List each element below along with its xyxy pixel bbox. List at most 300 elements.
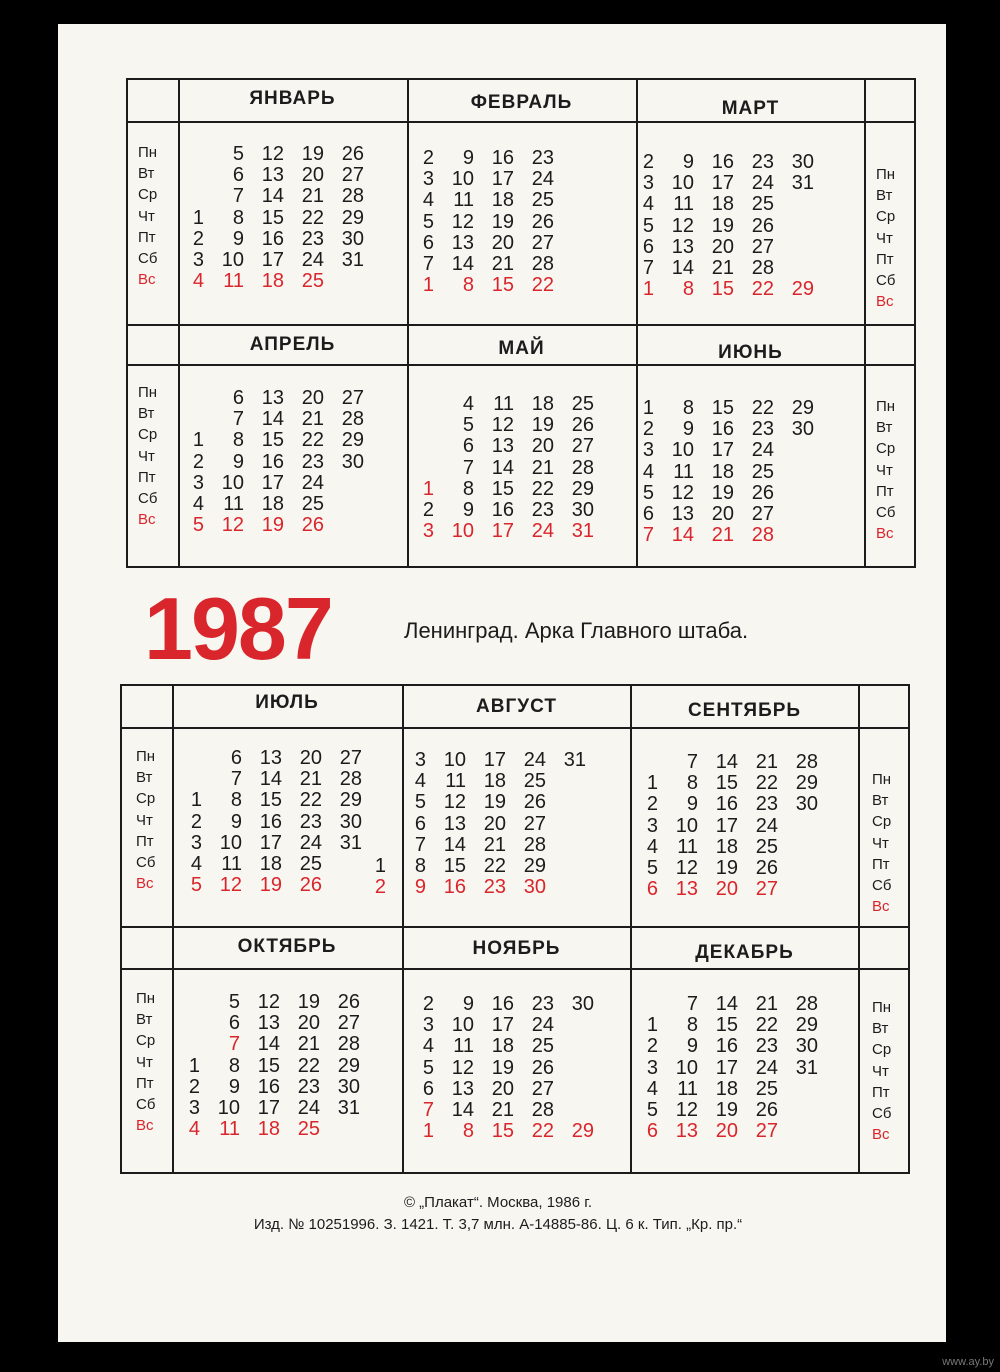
date-cell: 2 (192, 450, 204, 473)
week-row (420, 479, 594, 500)
month-grid-february (420, 148, 594, 296)
week-row (420, 1121, 594, 1142)
weekday-label: Сб (136, 1095, 156, 1113)
date-cell: 26 (755, 1098, 778, 1121)
weekday-column-right (872, 769, 891, 917)
week-row (640, 152, 814, 173)
date-cell: 17 (483, 749, 506, 771)
month-grid-january (190, 144, 364, 292)
weekday-label: Ср (138, 426, 158, 444)
week-row (640, 216, 814, 237)
calendar-card (58, 24, 946, 1342)
date-cell: 13 (451, 1077, 474, 1100)
date-cell: 15 (491, 274, 514, 297)
date-cell: 23 (755, 793, 778, 816)
date-cell: 5 (646, 1098, 658, 1121)
month-grid-august (372, 750, 586, 898)
date-cell: 29 (339, 789, 362, 812)
date-cell: 18 (483, 770, 506, 793)
date-cell: 19 (261, 514, 284, 537)
date-cell: 4 (422, 189, 434, 212)
date-cell: 21 (301, 185, 324, 208)
week-row (190, 473, 364, 494)
date-cell: 23 (531, 993, 554, 1015)
month-title-november: НОЯБРЬ (472, 938, 561, 959)
weekday-label: Пт (876, 250, 894, 268)
date-cell: 9 (232, 450, 244, 473)
date-cell: 22 (299, 789, 322, 812)
date-cell: 23 (755, 1035, 778, 1058)
weekday-column-left (136, 988, 155, 1136)
date-cell: 16 (491, 147, 514, 169)
date-cell: 7 (686, 993, 698, 1015)
week-row (640, 279, 814, 300)
month-title-february: ФЕВРАЛЬ (470, 92, 573, 113)
week-row (190, 388, 364, 409)
date-cell: 16 (711, 151, 734, 173)
date-cell: 1 (192, 206, 204, 229)
weekday-label: Ср (876, 440, 896, 458)
date-cell: 15 (257, 1054, 280, 1077)
date-cell: 22 (301, 206, 324, 229)
date-cell: 7 (642, 524, 654, 547)
date-cell: 15 (711, 397, 734, 419)
date-cell: 29 (337, 1054, 360, 1077)
date-cell: 1 (374, 854, 386, 877)
date-cell: 29 (341, 429, 364, 452)
date-cell: 12 (491, 414, 514, 437)
date-cell: 30 (791, 418, 814, 441)
date-cell: 16 (491, 498, 514, 521)
date-cell: 28 (795, 993, 818, 1015)
weekday-column-left (138, 142, 157, 290)
date-cell: 6 (642, 502, 654, 525)
week-row (188, 875, 362, 896)
date-cell: 18 (259, 852, 282, 875)
date-cell: 8 (232, 206, 244, 229)
date-cell: 7 (232, 185, 244, 208)
date-cell: 15 (261, 429, 284, 452)
date-cell: 18 (715, 835, 738, 858)
date-cell: 31 (791, 172, 814, 195)
date-cell: 21 (755, 993, 778, 1015)
date-cell: 15 (715, 772, 738, 795)
week-row (190, 208, 364, 229)
date-cell: 20 (301, 164, 324, 187)
week-row (644, 1015, 818, 1036)
date-cell: 5 (422, 1056, 434, 1079)
weekday-label: Вт (876, 187, 893, 205)
date-cell: 5 (192, 514, 204, 537)
weekday-label: Вс (138, 511, 156, 529)
date-cell: 22 (483, 854, 506, 877)
date-cell: 17 (715, 1056, 738, 1079)
weekday-label: Вс (872, 898, 890, 916)
weekday-column-right (872, 997, 891, 1145)
date-cell: 1 (192, 429, 204, 452)
date-cell: 25 (531, 189, 554, 212)
date-cell: 10 (451, 168, 474, 191)
date-cell: 21 (755, 751, 778, 773)
date-cell: 22 (531, 477, 554, 500)
date-cell: 23 (297, 1075, 320, 1098)
date-cell: 2 (192, 227, 204, 250)
date-cell: 31 (339, 831, 362, 854)
month-title-january: ЯНВАРЬ (249, 88, 336, 109)
date-cell: 13 (491, 435, 514, 458)
date-cell: 4 (646, 1077, 658, 1100)
date-cell: 7 (232, 408, 244, 431)
week-row (644, 1058, 818, 1079)
date-cell: 29 (523, 854, 546, 877)
date-cell: 24 (523, 749, 546, 771)
date-cell: 2 (422, 498, 434, 521)
weekday-label: Ср (136, 1032, 156, 1050)
date-cell: 7 (422, 1098, 434, 1121)
weekday-label: Вс (136, 1117, 154, 1135)
week-row (640, 237, 814, 258)
date-cell: 21 (299, 768, 322, 791)
week-row (372, 814, 586, 835)
weekday-label: Вс (876, 293, 894, 311)
date-cell: 4 (462, 393, 474, 415)
date-cell: 22 (301, 429, 324, 452)
weekday-label: Сб (876, 271, 896, 289)
date-cell: 19 (483, 791, 506, 814)
date-cell: 20 (711, 235, 734, 258)
date-cell: 18 (491, 1035, 514, 1058)
date-cell: 7 (462, 456, 474, 479)
month-title-march: МАРТ (721, 98, 780, 119)
date-cell: 10 (675, 1056, 698, 1079)
date-cell: 23 (301, 227, 324, 250)
year-heading: 1987 (144, 579, 332, 678)
date-cell: 27 (571, 435, 594, 458)
week-row (420, 1058, 594, 1079)
date-cell: 28 (795, 751, 818, 773)
date-cell: 27 (531, 1077, 554, 1100)
date-cell: 11 (677, 835, 698, 858)
date-cell: 1 (642, 278, 654, 301)
date-cell: 3 (642, 172, 654, 195)
month-title-august: АВГУСТ (476, 696, 557, 717)
date-cell: 19 (301, 143, 324, 165)
date-cell: 14 (257, 1033, 280, 1056)
date-cell: 22 (531, 1120, 554, 1143)
week-row (420, 1100, 594, 1121)
date-cell: 4 (642, 460, 654, 483)
date-cell: 9 (462, 498, 474, 521)
week-row (420, 458, 594, 479)
date-cell: 21 (531, 456, 554, 479)
weekday-label: Чт (876, 229, 893, 247)
weekday-label: Пн (876, 166, 896, 183)
week-row (640, 525, 814, 546)
month-title-september: СЕНТЯБРЬ (687, 700, 802, 721)
month-grid-april (190, 388, 364, 536)
date-cell: 22 (755, 772, 778, 795)
month-title-april: АПРЕЛЬ (249, 334, 336, 355)
week-row (640, 194, 814, 215)
date-cell: 6 (228, 1012, 240, 1035)
weekday-label: Вт (872, 1020, 889, 1038)
week-row (420, 275, 594, 296)
date-cell: 24 (297, 1096, 320, 1119)
week-row (420, 436, 594, 457)
date-cell: 10 (221, 471, 244, 494)
imprint-line-2: Изд. № 10251996. З. 1421. Т. 3,7 млн. А-14885-86. Ц. 6 к. Тип. „Кр. пр.“ (253, 1216, 743, 1233)
date-cell: 25 (755, 835, 778, 858)
date-cell: 7 (422, 252, 434, 275)
date-cell: 15 (259, 789, 282, 812)
date-cell: 28 (337, 1033, 360, 1056)
week-row (186, 1098, 360, 1119)
weekday-label: Чт (138, 447, 155, 465)
date-cell: 20 (711, 502, 734, 525)
date-cell: 25 (297, 1118, 320, 1141)
date-cell: 2 (422, 993, 434, 1015)
date-cell: 25 (299, 852, 322, 875)
week-row (420, 521, 594, 542)
week-row (420, 500, 594, 521)
date-cell: 2 (646, 1035, 658, 1058)
weekday-label: Пн (136, 990, 156, 1007)
date-cell: 12 (671, 481, 694, 504)
date-cell: 26 (531, 1056, 554, 1079)
date-cell: 15 (715, 1014, 738, 1037)
date-cell: 14 (443, 833, 466, 856)
date-cell: 16 (715, 1035, 738, 1058)
week-row (372, 771, 586, 792)
month-grid-march (640, 152, 814, 300)
week-row (420, 1015, 594, 1036)
date-cell: 24 (299, 831, 322, 854)
date-cell: 9 (686, 793, 698, 816)
date-cell: 27 (531, 231, 554, 254)
week-row (190, 186, 364, 207)
date-cell: 11 (445, 770, 466, 793)
date-cell: 16 (711, 418, 734, 441)
date-cell: 6 (642, 235, 654, 258)
week-row (188, 748, 362, 769)
month-title-july: ИЮЛЬ (255, 692, 319, 713)
date-cell: 30 (341, 450, 364, 473)
date-cell: 8 (462, 477, 474, 500)
weekday-label: Пт (876, 482, 894, 500)
week-row (644, 837, 818, 858)
weekday-label: Пн (872, 999, 892, 1016)
date-cell: 2 (646, 793, 658, 816)
date-cell: 2 (374, 876, 386, 899)
date-cell: 30 (795, 1035, 818, 1058)
date-cell: 24 (755, 814, 778, 837)
weekday-label: Ср (876, 208, 896, 226)
date-cell: 16 (443, 876, 466, 899)
date-cell: 25 (523, 770, 546, 793)
date-cell: 24 (751, 439, 774, 462)
date-cell: 29 (795, 772, 818, 795)
date-cell: 30 (571, 993, 594, 1015)
date-cell: 17 (491, 1014, 514, 1037)
week-row (186, 992, 360, 1013)
date-cell: 28 (571, 456, 594, 479)
date-cell: 31 (571, 520, 594, 543)
date-cell: 22 (751, 397, 774, 419)
date-cell: 12 (675, 1098, 698, 1121)
date-cell: 6 (414, 812, 426, 835)
weekday-column-right (876, 164, 895, 312)
date-cell: 16 (259, 810, 282, 833)
date-cell: 25 (531, 1035, 554, 1058)
date-cell: 10 (217, 1096, 240, 1119)
weekday-label: Чт (872, 1062, 889, 1080)
date-cell: 16 (715, 793, 738, 816)
week-row (190, 515, 364, 536)
weekday-label: Пн (136, 748, 156, 765)
weekday-label: Пт (138, 468, 156, 486)
date-cell: 27 (751, 235, 774, 258)
date-cell: 27 (341, 164, 364, 187)
date-cell: 13 (671, 235, 694, 258)
date-cell: 1 (646, 772, 658, 795)
date-cell: 5 (646, 856, 658, 879)
date-cell: 27 (337, 1012, 360, 1035)
date-cell: 9 (686, 1035, 698, 1058)
date-cell: 7 (230, 768, 242, 791)
date-cell: 19 (715, 856, 738, 879)
date-cell: 28 (751, 256, 774, 279)
date-cell: 12 (219, 874, 242, 897)
date-cell: 18 (711, 460, 734, 483)
weekday-label: Пн (138, 144, 158, 161)
date-cell: 29 (571, 477, 594, 500)
week-row (186, 1013, 360, 1034)
date-cell: 18 (261, 492, 284, 515)
date-cell: 27 (341, 387, 364, 409)
date-cell: 28 (531, 252, 554, 275)
date-cell: 3 (192, 471, 204, 494)
date-cell: 11 (453, 1035, 474, 1058)
date-cell: 18 (715, 1077, 738, 1100)
date-cell: 11 (221, 852, 242, 875)
week-row (644, 1079, 818, 1100)
date-cell: 17 (261, 471, 284, 494)
date-cell: 9 (462, 993, 474, 1015)
weekday-label: Чт (136, 1053, 153, 1071)
date-cell: 24 (301, 248, 324, 271)
date-cell: 10 (451, 1014, 474, 1037)
date-cell: 1 (188, 1054, 200, 1077)
date-cell: 12 (261, 143, 284, 165)
date-cell: 19 (711, 481, 734, 504)
date-cell: 2 (642, 151, 654, 173)
month-grid-june (640, 398, 814, 546)
date-cell: 24 (755, 1056, 778, 1079)
date-cell: 3 (192, 248, 204, 271)
date-cell: 21 (491, 1098, 514, 1121)
date-cell: 14 (261, 185, 284, 208)
date-cell: 27 (523, 812, 546, 835)
date-cell: 19 (531, 414, 554, 437)
week-row (372, 835, 586, 856)
weekday-column-left (136, 746, 155, 894)
date-cell: 15 (711, 278, 734, 301)
date-cell: 28 (523, 833, 546, 856)
date-cell: 25 (751, 460, 774, 483)
week-row (186, 1077, 360, 1098)
date-cell: 2 (188, 1075, 200, 1098)
date-cell: 17 (711, 172, 734, 195)
date-cell: 20 (483, 812, 506, 835)
week-row (644, 773, 818, 794)
date-cell: 1 (642, 397, 654, 419)
date-cell: 23 (299, 810, 322, 833)
date-cell: 11 (673, 193, 694, 216)
month-grid-october (186, 992, 360, 1140)
date-cell: 30 (791, 151, 814, 173)
week-row (190, 430, 364, 451)
date-cell: 8 (414, 854, 426, 877)
weekday-label: Вт (138, 165, 155, 183)
month-title-december: ДЕКАБРЬ (695, 942, 794, 963)
date-cell: 17 (491, 168, 514, 191)
date-cell: 26 (755, 856, 778, 879)
week-row (420, 148, 594, 169)
photo-caption: Ленинград. Арка Главного штаба. (404, 618, 749, 643)
week-row (190, 250, 364, 271)
month-grid-november (420, 994, 594, 1142)
date-cell: 20 (715, 878, 738, 901)
weekday-column-right (876, 396, 895, 544)
date-cell: 17 (257, 1096, 280, 1119)
date-cell: 3 (422, 1014, 434, 1037)
date-cell: 9 (228, 1075, 240, 1098)
week-row (640, 440, 814, 461)
date-cell: 9 (462, 147, 474, 169)
month-grid-september (644, 752, 818, 900)
date-cell: 29 (571, 1120, 594, 1143)
week-row (188, 854, 362, 875)
date-cell: 5 (642, 481, 654, 504)
date-cell: 24 (751, 172, 774, 195)
week-row (190, 144, 364, 165)
date-cell: 19 (491, 1056, 514, 1079)
date-cell: 19 (715, 1098, 738, 1121)
weekday-label: Пн (138, 384, 158, 401)
week-row (186, 1119, 360, 1140)
date-cell: 8 (462, 274, 474, 297)
date-cell: 3 (414, 749, 426, 771)
week-row (644, 1036, 818, 1057)
week-row (188, 769, 362, 790)
date-cell: 5 (190, 874, 202, 897)
date-cell: 15 (491, 1120, 514, 1143)
week-row (420, 1079, 594, 1100)
date-cell: 14 (491, 456, 514, 479)
date-cell: 12 (671, 214, 694, 237)
date-cell: 1 (190, 789, 202, 812)
date-cell: 28 (341, 408, 364, 431)
week-row (190, 271, 364, 292)
date-cell: 26 (531, 210, 554, 233)
weekday-label: Сб (872, 876, 892, 894)
date-cell: 28 (339, 768, 362, 791)
weekday-label: Чт (876, 461, 893, 479)
date-cell: 3 (188, 1096, 200, 1119)
date-cell: 10 (221, 248, 244, 271)
weekday-label: Пт (136, 832, 154, 850)
date-cell: 4 (190, 852, 202, 875)
